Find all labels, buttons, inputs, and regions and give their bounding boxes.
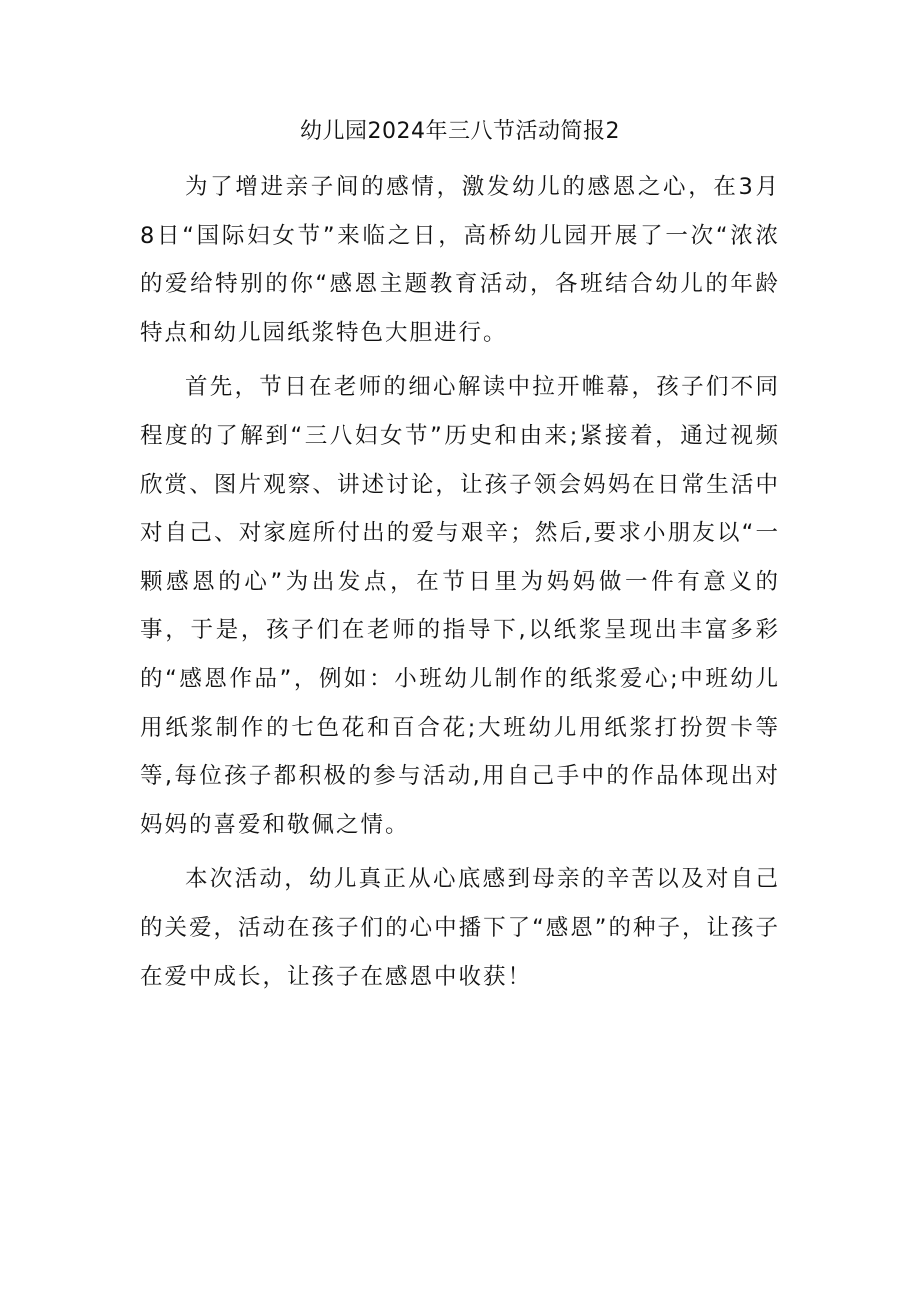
paragraph-activities: 首先，节日在老师的细心解读中拉开帷幕，孩子们不同程度的了解到“三八妇女节”历史和由来;紧接着，通过视频欣赏、图片观察、讲述讨论，让孩子领会妈妈在日常生活中对自己、对家庭所付出的爱与艰辛；然后,要求小朋友以“一颗感恩的心”为出发点，在节日里为妈妈做一件有意义的事，于是，孩子们在老师的指导下,以纸浆呈现出丰富多彩的“感恩作品”，例如：小班幼儿制作的纸浆爱心;中班幼儿用纸浆制作的七色花和百合花;大班幼儿用纸浆打扮贺卡等等,每位孩子都积极的参与活动,用自己手中的作品体现出对妈妈的喜爱和敬佩之情。 xyxy=(140,374,780,838)
document-body xyxy=(140,163,780,1007)
document-title: 幼儿园2024年三八节活动简报2 xyxy=(300,119,620,144)
paragraph-intro: 为了增进亲子间的感情，激发幼儿的感恩之心，在3月8日“国际妇女节”来临之日，高桥幼儿园开展了一次“浓浓的爱给特别的你“感恩主题教育活动，各班结合幼儿的年龄特点和幼儿园纸浆特色大胆进行。 xyxy=(140,174,780,346)
paragraph-conclusion: 本次活动，幼儿真正从心底感到母亲的辛苦以及对自己的关爱，活动在孩子们的心中播下了“感恩”的种子，让孩子在爱中成长，让孩子在感恩中收获！ xyxy=(140,866,780,990)
